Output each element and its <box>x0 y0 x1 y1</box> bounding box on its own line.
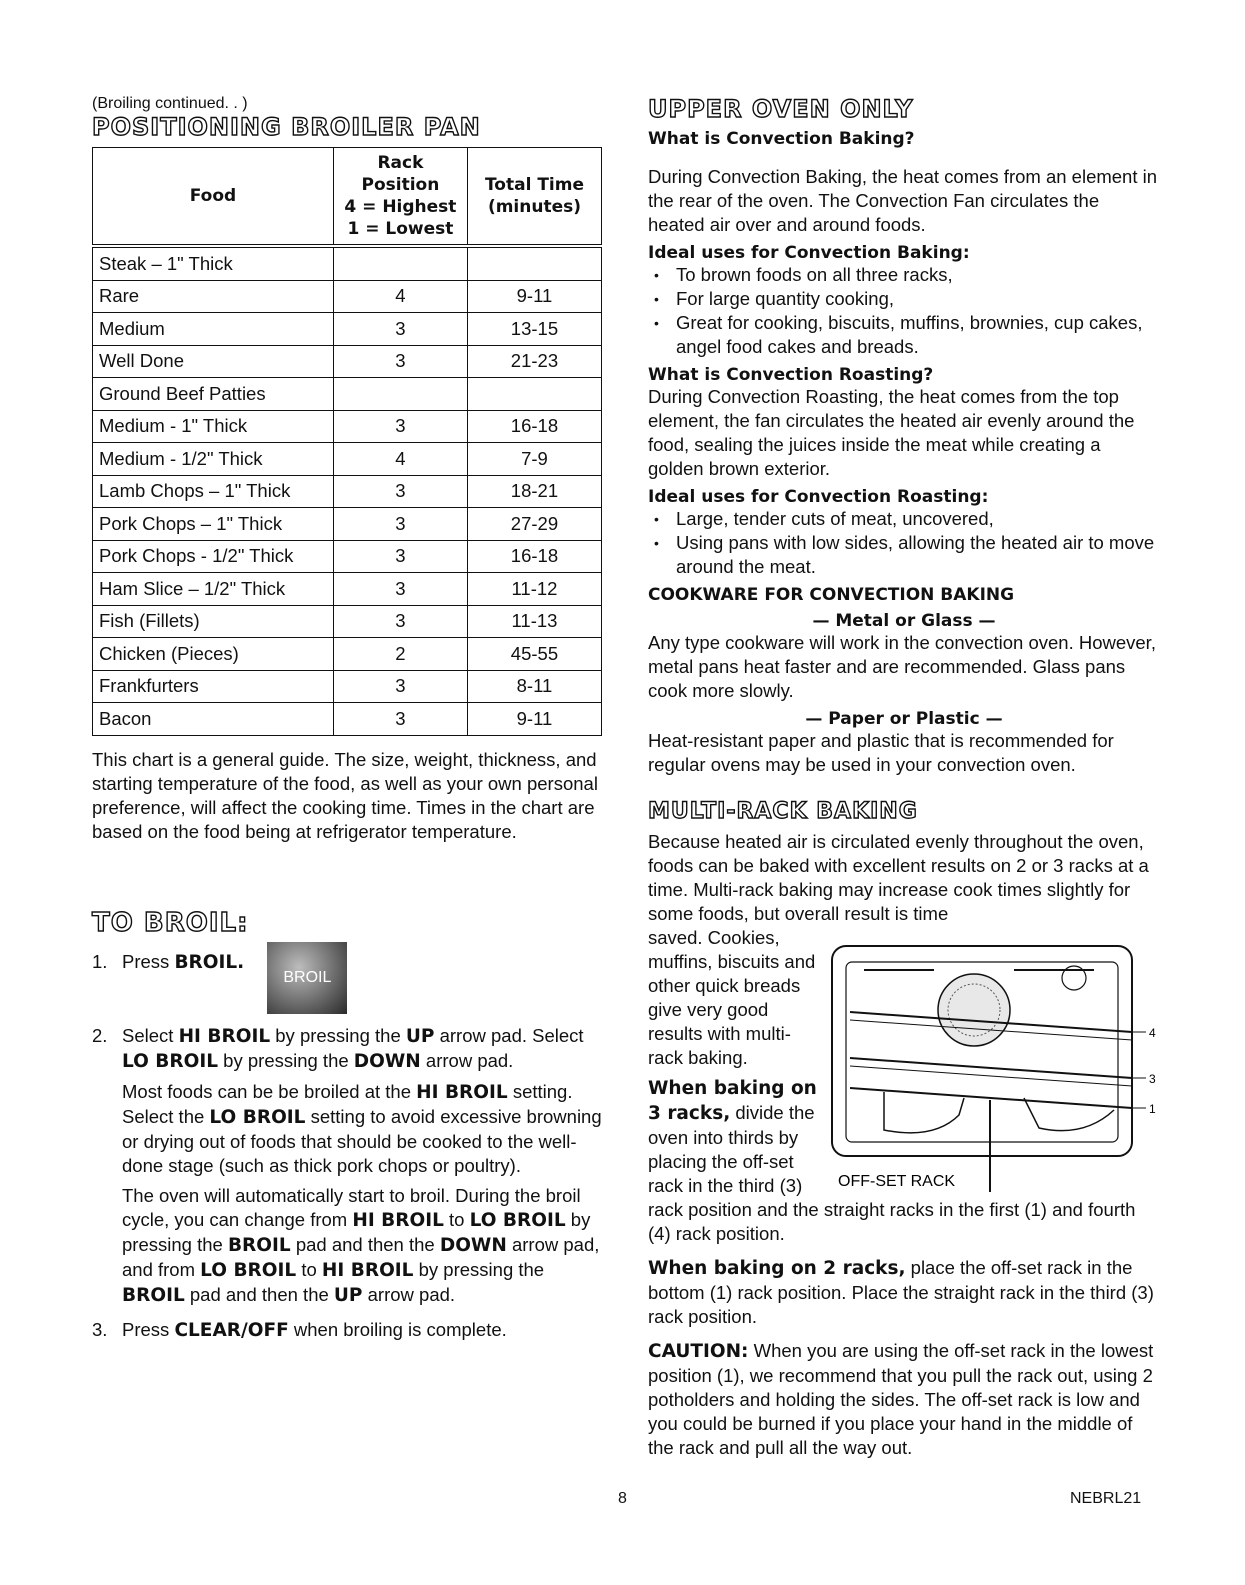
table-row <box>93 443 602 476</box>
key: BROIL <box>227 1234 291 1256</box>
text: place the off-set rack in the bottom (1) rack position. Place the straight rack in the third (3) rack position. <box>648 1257 1154 1327</box>
rack-cell: 3 <box>333 508 467 541</box>
food-cell: Pork Chops – 1" Thick <box>93 508 334 541</box>
table-row <box>93 638 602 671</box>
time-cell <box>467 378 601 411</box>
left-column <box>92 95 608 1353</box>
key: BROIL <box>122 1284 185 1306</box>
rack-3-label: 3 <box>1149 1072 1156 1086</box>
text: The oven will automatically start to broil. During the broil cycle, you can change from <box>122 1184 581 1230</box>
broil-note-2 <box>122 1184 608 1308</box>
text: to <box>443 1208 470 1230</box>
header-time <box>467 148 601 247</box>
time-cell: 11-13 <box>467 605 601 638</box>
rack-cell: 3 <box>333 410 467 443</box>
time-cell: 11-12 <box>467 573 601 606</box>
step-key: BROIL. <box>174 951 245 973</box>
text: arrow pad. <box>362 1283 456 1305</box>
header-time-line2: (minutes) <box>487 197 581 217</box>
rack-cell: 3 <box>333 313 467 346</box>
key: LO BROIL <box>122 1050 219 1072</box>
list-item: • To brown foods on all three racks, <box>648 263 1160 287</box>
time-cell: 16-18 <box>467 410 601 443</box>
text: setting to avoid excessive browning or drying out of foods that should be cooked to the well-done stage (such as thick pork chops or poultry). <box>122 1105 602 1176</box>
key: LO BROIL <box>469 1209 566 1231</box>
text: to <box>296 1258 322 1280</box>
key: LO BROIL <box>209 1106 306 1128</box>
rack-cell <box>333 246 467 280</box>
rack-cell: 3 <box>333 670 467 703</box>
food-cell: Rare <box>93 280 334 313</box>
text: Press <box>122 1318 175 1340</box>
rack-cell: 3 <box>333 540 467 573</box>
step-number: 3. <box>92 1318 108 1340</box>
food-cell: Ham Slice – 1/2" Thick <box>93 573 334 606</box>
food-cell: Frankfurters <box>93 670 334 703</box>
broil-pad-button: BROIL <box>267 942 347 1014</box>
step-2 <box>92 1024 608 1308</box>
table-row <box>93 280 602 313</box>
rack-cell: 3 <box>333 573 467 606</box>
rack-cell: 4 <box>333 280 467 313</box>
key: LO BROIL <box>200 1259 297 1281</box>
key: UP <box>333 1284 363 1306</box>
caution-heading: CAUTION: <box>648 1341 749 1362</box>
time-cell: 9-11 <box>467 280 601 313</box>
paper-plastic-body: Heat-resistant paper and plastic that is recommended for regular ovens may be used in your convection oven. <box>648 730 1114 775</box>
rack-cell: 3 <box>333 475 467 508</box>
metal-glass-body: Any type cookware will work in the convection oven. However, metal pans heat faster and are recommended. Glass pans cook more slowly. <box>648 632 1156 701</box>
continued-note: (Broiling continued. . ) <box>92 95 248 112</box>
ideal-uses-baking-heading: Ideal uses for Convection Baking: <box>648 243 970 263</box>
text: by pressing the <box>122 1208 591 1255</box>
ideal-uses-roasting-heading: Ideal uses for Convection Roasting: <box>648 487 989 507</box>
multi-rack-side-text <box>648 926 820 1198</box>
table-row <box>93 345 602 378</box>
step-1 <box>92 950 608 1014</box>
to-broil-title: TO BROIL: <box>92 907 249 938</box>
positioning-title: POSITIONING BROILER PAN <box>92 113 481 141</box>
text: Most foods can be be broiled at the <box>122 1080 417 1102</box>
header-rack-line4: 1 = Lowest <box>347 219 454 239</box>
key: DOWN <box>353 1050 421 1072</box>
multi-rack-figure-block <box>648 926 1160 1198</box>
text: by pressing the <box>218 1049 354 1071</box>
three-racks-text <box>648 1076 820 1198</box>
table-row <box>93 246 602 280</box>
food-cell: Medium <box>93 313 334 346</box>
text: when broiling is complete. <box>288 1318 507 1340</box>
two-racks-heading: When baking on 2 racks, <box>648 1258 906 1279</box>
key: DOWN <box>439 1234 507 1256</box>
list-item: • For large quantity cooking, <box>648 287 1160 311</box>
ideal-uses-roasting-list <box>648 507 1160 579</box>
time-cell: 45-55 <box>467 638 601 671</box>
text: pad and then the <box>184 1283 334 1305</box>
list-item: • Great for cooking, biscuits, muffins, brownies, cup cakes, angel food cakes and breads. <box>648 311 1160 359</box>
table-row <box>93 313 602 346</box>
table-row <box>93 508 602 541</box>
rack-cell: 2 <box>333 638 467 671</box>
table-header-row <box>93 148 602 247</box>
table-row <box>93 703 602 736</box>
step-number: 1. <box>92 950 108 972</box>
food-cell: Medium - 1/2" Thick <box>93 443 334 476</box>
oven-rack-diagram <box>824 940 1159 1200</box>
food-cell: Pork Chops - 1/2" Thick <box>93 540 334 573</box>
header-food: Food <box>93 148 334 247</box>
key: HI BROIL <box>321 1259 414 1281</box>
text: arrow pad. <box>420 1049 514 1071</box>
text: by pressing the <box>413 1258 545 1280</box>
food-cell: Lamb Chops – 1" Thick <box>93 475 334 508</box>
food-cell: Medium - 1" Thick <box>93 410 334 443</box>
time-cell: 9-11 <box>467 703 601 736</box>
caution-text <box>648 1339 1160 1460</box>
step-number: 2. <box>92 1024 108 1046</box>
three-racks-rest: rack position and the straight racks in the first (1) and fourth (4) rack position. <box>648 1199 1136 1244</box>
food-cell: Bacon <box>93 703 334 736</box>
multi-rack-intro: Because heated air is circulated evenly throughout the oven, foods can be baked with excellent results on 2 or 3 racks at a time. Multi-rack baking may increase cook times slightly for some foods, but overall result is time <box>648 831 1149 924</box>
chart-note: This chart is a general guide. The size, weight, thickness, and starting temperature of the food, as well as your own personal preference, will affect the cooking time. Times in the chart are based on the food being at refrigerator temperature. <box>92 748 598 842</box>
convection-baking-question: What is Convection Baking? <box>648 129 915 149</box>
time-cell: 8-11 <box>467 670 601 703</box>
time-cell: 18-21 <box>467 475 601 508</box>
rack-4-label: 4 <box>1149 1026 1156 1040</box>
right-column <box>648 95 1160 1460</box>
food-cell: Ground Beef Patties <box>93 378 334 411</box>
ideal-uses-baking-list <box>648 263 1160 359</box>
key: HI BROIL <box>416 1081 508 1103</box>
page-number: 8 <box>618 1490 627 1507</box>
metal-glass-heading: — Metal or Glass — <box>812 611 996 631</box>
step-text: Press <box>122 950 175 972</box>
document-code: NEBRL21 <box>1070 1490 1142 1507</box>
food-cell: Steak – 1" Thick <box>93 246 334 280</box>
three-racks-heading: When baking on 3 racks, <box>648 1078 817 1124</box>
two-racks-text <box>648 1256 1160 1329</box>
paper-plastic-heading: — Paper or Plastic — <box>805 709 1003 729</box>
text: arrow pad, and from <box>122 1233 600 1280</box>
table-row <box>93 670 602 703</box>
list-item: • Using pans with low sides, allowing the heated air to move around the meat. <box>648 531 1160 579</box>
key: CLEAR/OFF <box>174 1319 289 1341</box>
time-cell: 21-23 <box>467 345 601 378</box>
time-cell: 7-9 <box>467 443 601 476</box>
text: pad and then the <box>290 1233 440 1255</box>
multi-rack-side: saved. Cookies, muffins, biscuits and other quick breads give very good results with multi-rack baking. <box>648 927 816 1068</box>
broil-steps <box>92 950 608 1343</box>
food-cell: Fish (Fillets) <box>93 605 334 638</box>
rack-cell: 3 <box>333 605 467 638</box>
list-item: • Large, tender cuts of meat, uncovered, <box>648 507 1160 531</box>
table-row <box>93 605 602 638</box>
key: UP <box>405 1025 435 1047</box>
rack-1-label: 1 <box>1149 1102 1156 1116</box>
rack-cell: 3 <box>333 345 467 378</box>
rack-cell: 3 <box>333 703 467 736</box>
multi-rack-title: MULTI-RACK BAKING <box>648 799 918 824</box>
header-time-line1: Total Time <box>484 175 584 195</box>
header-rack <box>333 148 467 247</box>
cookware-heading: COOKWARE FOR CONVECTION BAKING <box>648 585 1015 605</box>
time-cell: 13-15 <box>467 313 601 346</box>
header-rack-line2: Position <box>361 175 440 195</box>
text: arrow pad. Select <box>434 1024 584 1046</box>
table-row <box>93 378 602 411</box>
upper-oven-title: UPPER OVEN ONLY <box>648 95 914 123</box>
table-row <box>93 410 602 443</box>
table-row <box>93 540 602 573</box>
rack-cell <box>333 378 467 411</box>
fan-icon <box>938 974 1010 1046</box>
text: divide the oven into thirds by placing the off-set rack in the third (3) <box>648 1102 815 1196</box>
text: setting. Select the <box>122 1080 573 1127</box>
broil-table <box>92 147 602 736</box>
food-cell: Chicken (Pieces) <box>93 638 334 671</box>
rack-cell: 4 <box>333 443 467 476</box>
table-row <box>93 573 602 606</box>
key: HI BROIL <box>178 1025 271 1047</box>
key: HI BROIL <box>352 1209 444 1231</box>
header-rack-line3: 4 = Highest <box>344 197 457 217</box>
text: by pressing the <box>270 1024 406 1046</box>
convection-baking-body: During Convection Baking, the heat comes from an element in the rear of the oven. The Convection Fan circulates the heated air over and around foods. <box>648 166 1158 235</box>
broil-note-1 <box>122 1080 608 1178</box>
header-rack-line1: Rack <box>377 153 424 173</box>
text: When you are using the off-set rack in the lowest position (1), we recommend that you pull the rack out, using 2 potholders and holding the sides. The off-set rack is low and you could be burned if you place your hand in the middle of the rack and pull all the way out. <box>648 1340 1154 1458</box>
time-cell <box>467 246 601 280</box>
convection-roasting-question: What is Convection Roasting? <box>648 365 934 385</box>
text: Select <box>122 1024 179 1046</box>
table-row <box>93 475 602 508</box>
offset-rack-label: OFF-SET RACK <box>838 1173 956 1190</box>
time-cell: 16-18 <box>467 540 601 573</box>
time-cell: 27-29 <box>467 508 601 541</box>
food-cell: Well Done <box>93 345 334 378</box>
step-3 <box>92 1318 608 1343</box>
convection-roasting-body: During Convection Roasting, the heat comes from the top element, the fan circulates the heated air evenly around the food, sealing the juices inside the meat while creating a golden brown exterior. <box>648 386 1135 479</box>
